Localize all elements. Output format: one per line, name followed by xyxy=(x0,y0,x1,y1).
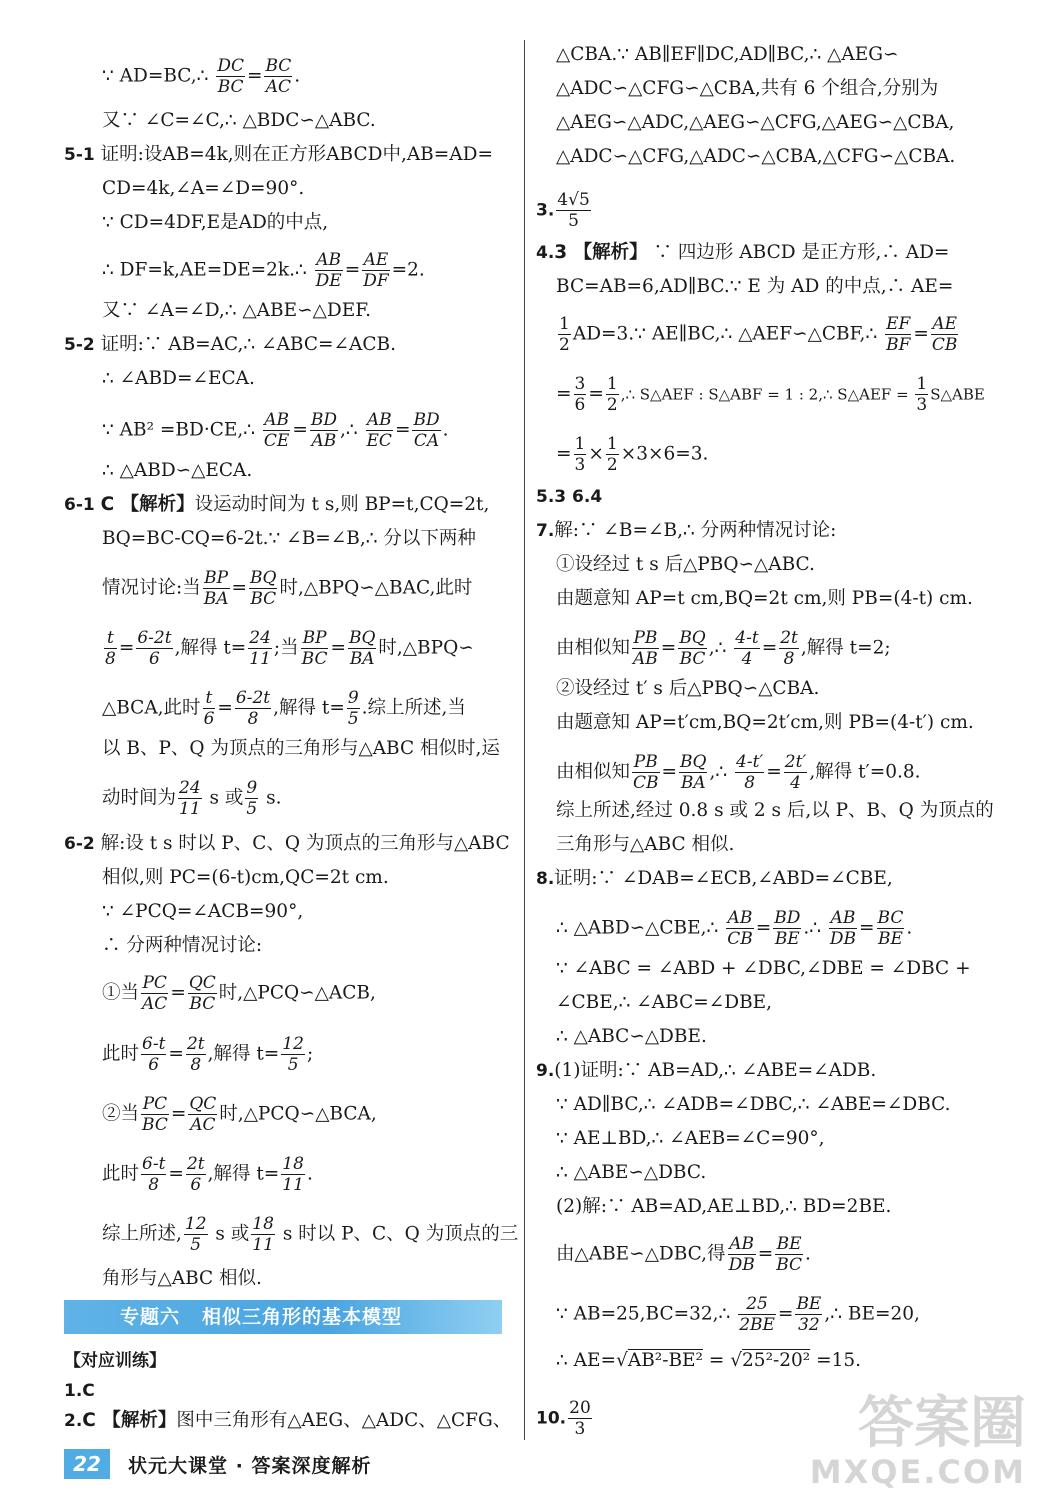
line: = $\frac{3}{6}$ = $\frac{1}{2}$ ,∴ S△AEF : S△ABF = 1 : 2,∴ S△AEF = $\frac{1}{3}$ S△ABE xyxy=(556,374,985,415)
topic-banner: 专题六 相似三角形的基本模型 xyxy=(64,1300,502,1334)
answer-5-1: 5-1 证明:设AB=4k,则在正方形ABCD中,AB=AD= xyxy=(64,144,493,165)
line: ∵ CD=4DF,E是AD的中点, xyxy=(102,212,329,233)
line: $\frac{1}{2}$ AD=3.∵ AE∥BC,∴ △AEF∽△CBF,∴ $\frac{EF}{BF}$ = $\frac{AE}{CB}$ xyxy=(559,314,958,355)
line: 综上所述,经过 0.8 s 或 2 s 后,以 P、B、Q 为顶点的 xyxy=(556,800,994,821)
line: △CBA.∵ AB∥EF∥DC,AD∥BC,∴ △AEG∽ xyxy=(556,44,899,65)
line: △ADC∽△CFG∽△CBA,共有 6 个组合,分别为 xyxy=(556,78,939,99)
line: 角形与△ABC 相似. xyxy=(102,1268,262,1289)
line: 又∵ ∠A=∠D,∴ △ABE∽△DEF. xyxy=(102,300,372,321)
line: ①设经过 t s 后△PBQ∽△ABC. xyxy=(556,554,815,575)
line: ∴ △ABC∽△DBE. xyxy=(556,1026,707,1047)
answer-6-1: 6-1 C 【解析】设运动时间为 t s,则 BP=t,CQ=2t, xyxy=(64,494,490,515)
page-footer xyxy=(64,1448,371,1480)
line: 以 B、P、Q 为顶点的三角形与△ABC 相似时,运 xyxy=(102,738,500,759)
line: 此时 $\frac{6-t}{8}$ = $\frac{2t}{6}$ ,解得 t= $\frac{18}{11}$ . xyxy=(102,1154,313,1195)
line: △AEG∽△ADC,△AEG∽△CFG,△AEG∽△CBA, xyxy=(556,112,955,133)
line: $\frac{t}{8}$ = $\frac{6-2t}{6}$ ,解得 t= $\frac{24}{11}$ ;当 $\frac{BP}{BC}$ = $\frac{BQ}{BA}$ 时,△BPQ∽ xyxy=(105,628,474,669)
line: CD=4k,∠A=∠D=90°. xyxy=(102,178,305,199)
line: 相似,则 PC=(6-t)cm,QC=2t cm. xyxy=(102,867,389,888)
line: ∵ AB² =BD·CE,∴ $\frac{AB}{CE}$ = $\frac{BD}{AB}$ ,∴ $\frac{AB}{EC}$ = $\frac{BD}{CA}$ . xyxy=(102,410,449,451)
answer-7: 7.解:∵ ∠B=∠B,∴ 分两种情况讨论: xyxy=(536,520,837,541)
answer-5-6: 5.3 6.4 xyxy=(536,487,603,507)
answer-4: 4.3 【解析】 ∵ 四边形 ABCD 是正方形,∴ AD= xyxy=(536,242,950,263)
line: 情况讨论:当 $\frac{BP}{BA}$ = $\frac{BQ}{BC}$ 时,△BPQ∽△BAC,此时 xyxy=(102,568,473,609)
line: ②设经过 t′ s 后△PBQ∽△CBA. xyxy=(556,678,820,699)
line: ∴ △ABD∽△ECA. xyxy=(102,460,253,481)
column-divider xyxy=(524,40,525,1440)
line: ①当 $\frac{PC}{AC}$ = $\frac{QC}{BC}$ 时,△PCQ∽△ACB, xyxy=(102,973,376,1014)
answer-1: 1.C xyxy=(64,1381,95,1401)
answer-10: 10. $\frac{20}{3}$ xyxy=(536,1398,591,1439)
line: ②当 $\frac{PC}{BC}$ = $\frac{QC}{AC}$ 时,△PCQ∽△BCA, xyxy=(102,1094,377,1135)
answer-9: 9.(1)证明:∵ AB=AD,∴ ∠ABE=∠ADB. xyxy=(536,1060,877,1081)
answer-8: 8.证明:∵ ∠DAB=∠ECB,∠ABD=∠CBE, xyxy=(536,868,893,889)
line: 又∵ ∠C=∠C,∴ △BDC∽△ABC. xyxy=(102,110,376,131)
line: 三角形与△ABC 相似. xyxy=(556,834,735,855)
line: ∵ ∠PCQ=∠ACB=90°, xyxy=(102,901,304,922)
book-title: 状元大课堂 · 答案深度解析 xyxy=(128,1454,372,1477)
line: ∵ AE⊥BD,∴ ∠AEB=∠C=90°, xyxy=(556,1128,825,1149)
line: BQ=BC-CQ=6-2t.∵ ∠B=∠B,∴ 分以下两种 xyxy=(102,528,476,549)
line: 由相似知 $\frac{PB}{CB}$ = $\frac{BQ}{BA}$ ,∴ $\frac{4-t'}{8}$ = $\frac{2t'}{4}$ ,解得 t′=0.8. xyxy=(556,752,921,793)
line: ∴ DF=k,AE=DE=2k.∴ $\frac{AB}{DE}$ = $\frac{AE}{DF}$ =2. xyxy=(102,250,425,291)
line: △BCA,此时 $\frac{t}{6}$ = $\frac{6-2t}{8}$ ,解得 t= $\frac{9}{5}$ .综上所述,当 xyxy=(102,688,466,729)
line: △ADC∽△CFG,△ADC∽△CBA,△CFG∽△CBA. xyxy=(556,146,956,167)
line: ∵ AD∥BC,∴ ∠ADB=∠DBC,∴ ∠ABE=∠DBC. xyxy=(556,1094,951,1115)
line: 动时间为 $\frac{24}{11}$ s 或 $\frac{9}{5}$ s. xyxy=(102,778,282,819)
line: ∴ 分两种情况讨论: xyxy=(102,935,263,956)
answer-6-2: 6-2 解:设 t s 时以 P、C、Q 为顶点的三角形与△ABC xyxy=(64,833,510,854)
watermark-logo: 答案圈 xyxy=(858,1391,1026,1456)
line: 由△ABE∽△DBC,得 $\frac{AB}{DB}$ = $\frac{BE}{BC}$ . xyxy=(556,1234,811,1275)
line: ∴ △ABE∽△DBC. xyxy=(556,1162,707,1183)
line: ∵ ∠ABC = ∠ABD + ∠DBC,∠DBE = ∠DBC + xyxy=(556,958,971,979)
line: 此时 $\frac{6-t}{6}$ = $\frac{2t}{8}$ ,解得 t= $\frac{12}{5}$ ; xyxy=(102,1034,314,1075)
line: 由题意知 AP=t cm,BQ=2t cm,则 PB=(4-t) cm. xyxy=(556,588,973,609)
answer-3: 3. $\frac{4√5}{5}$ xyxy=(536,190,590,231)
line: 综上所述, $\frac{12}{5}$ s 或 $\frac{18}{11}$ s 时以 P、C、Q 为顶点的三 xyxy=(102,1214,519,1255)
watermark-url: MXQE.COM xyxy=(809,1453,1026,1491)
answer-5-2: 5-2 证明:∵ AB=AC,∴ ∠ABC=∠ACB. xyxy=(64,334,397,355)
line: 由题意知 AP=t′cm,BQ=2t′cm,则 PB=(4-t′) cm. xyxy=(556,712,974,733)
line: ∴ △ABD∽△CBE,∴ $\frac{AB}{CB}$ = $\frac{BD}{BE}$ .∴ $\frac{AB}{DB}$ = $\frac{BC}{BE}$ . xyxy=(556,908,913,949)
line: 由相似知 $\frac{PB}{AB}$ = $\frac{BQ}{BC}$ ,∴ $\frac{4-t}{4}$ = $\frac{2t}{8}$ ,解得 t=2; xyxy=(556,628,891,669)
line: ∵ AD=BC,∴ $\frac{DC}{BC}$ = $\frac{BC}{AC}$ . xyxy=(102,56,301,97)
line: = $\frac{1}{3}$ × $\frac{1}{2}$ ×3×6=3. xyxy=(556,434,709,475)
line: ∵ AB=25,BC=32,∴ $\frac{25}{2BE}$ = $\frac{BE}{32}$ ,∴ BE=20, xyxy=(556,1294,920,1335)
line: (2)解:∵ AB=AD,AE⊥BD,∴ BD=2BE. xyxy=(556,1196,892,1217)
line: ∴ AE=√AB²-BE² = √25²-20² =15. xyxy=(556,1350,862,1371)
line: ∴ ∠ABD=∠ECA. xyxy=(102,368,255,389)
watermark xyxy=(809,1391,1026,1491)
answer-2: 2.C 【解析】图中三角形有△AEG、△ADC、△CFG、 xyxy=(64,1410,512,1431)
page-number: 22 xyxy=(64,1449,110,1479)
line: BC=AB=6,AD∥BC.∵ E 为 AD 的中点,∴ AE= xyxy=(556,276,954,297)
section-heading: 【对应训练】 xyxy=(64,1351,166,1371)
line: ∠CBE,∴ ∠ABC=∠DBE, xyxy=(556,992,773,1013)
